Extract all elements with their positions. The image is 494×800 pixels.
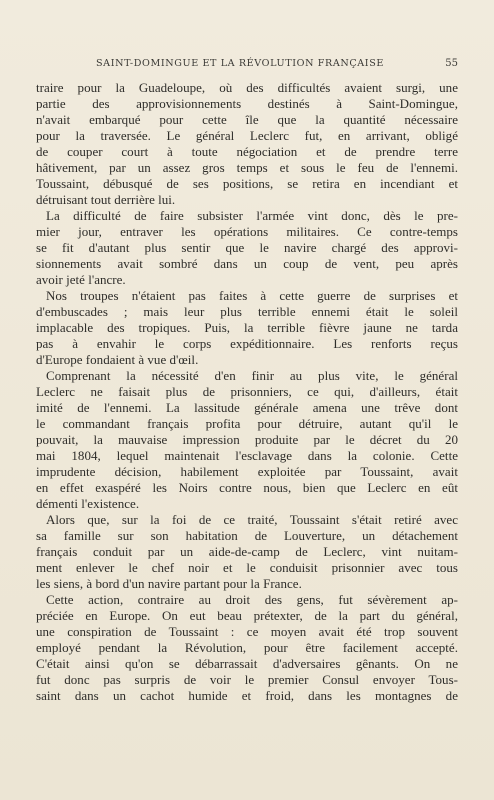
text-line: une conspiration de Toussaint : ce moyen avait été trop souvent (36, 624, 458, 639)
body-text (36, 80, 458, 704)
text-line: d'embuscades ; mais leur plus terrible ennemi était le soleil (36, 304, 458, 319)
page-number: 55 (445, 58, 458, 69)
text-line: se fit d'autant plus sentir que le navire chargé des approvi- (36, 240, 458, 255)
text-line: sa famille sur son habitation de Louverture, un détachement (36, 528, 458, 543)
text-line: français conduit par un aide-de-camp de Leclerc, vint nuitam- (36, 544, 458, 559)
text-line: de couper court à toute négociation et de prendre terre (36, 144, 458, 159)
text-line: les siens, à bord d'un navire partant pour la France. (36, 576, 302, 591)
text-line: implacable des tropiques. Puis, la terrible fièvre jaune ne tarda (36, 320, 458, 335)
text-line: hâtivement, par un assez gros temps et sous le feu de l'ennemi. (36, 160, 458, 175)
text-line: démenti l'existence. (36, 496, 140, 511)
text-line: fut donc pas surpris de voir le premier Consul envoyer Tous- (36, 672, 458, 687)
text-line: saint dans un cachot humide et froid, dans les montagnes de (36, 688, 458, 703)
text-line: n'avait embarqué pour cette île que la quantité nécessaire (36, 112, 458, 127)
text-line: pas à envahir le corps expéditionnaire. Les renforts reçus (36, 336, 458, 351)
text-line: sionnements avait sombré dans un coup de vent, peu après (36, 256, 458, 271)
page-header (36, 58, 458, 74)
text-line: C'était ainsi qu'on se débarrassait d'adversaires gênants. On ne (36, 656, 458, 671)
text-line: en effet exaspéré les Noirs contre nous, bien que Leclerc en eût (36, 480, 458, 495)
text-line: Leclerc ne faisait plus de prisonniers, ce qui, d'ailleurs, était (36, 384, 458, 399)
text-line: le commandant français profita pour détruire, autant qu'il le (36, 416, 458, 431)
text-line: La difficulté de faire subsister l'armée vint donc, dès le pre- (46, 208, 458, 223)
text-line: avoir jeté l'ancre. (36, 272, 126, 287)
text-line: détruisant tout derrière lui. (36, 192, 176, 207)
text-line: employé pendant la Révolution, pour être facilement accepté. (36, 640, 458, 655)
text-line: Comprenant la nécessité d'en finir au plus vite, le général (46, 368, 458, 383)
text-line: d'Europe fondaient à vue d'œil. (36, 352, 199, 367)
text-line: Alors que, sur la foi de ce traité, Toussaint s'était retiré avec (46, 512, 458, 527)
text-line: préciée en Europe. On eut beau prétexter, de la part du général, (36, 608, 458, 623)
text-line: ment enlever le chef noir et le conduisit prisonnier avec tous (36, 560, 458, 575)
text-line: traire pour la Guadeloupe, où des difficultés avaient surgi, une (36, 80, 458, 95)
text-line: Nos troupes n'étaient pas faites à cette guerre de surprises et (46, 288, 458, 303)
text-line: imprudente décision, habilement exploitée par Toussaint, avait (36, 464, 458, 479)
text-line: pouvait, la mauvaise impression produite par le décret du 20 (36, 432, 458, 447)
text-line: mier jour, entraver les opérations militaires. Ce contre-temps (36, 224, 458, 239)
text-line: imité de l'ennemi. La lassitude générale amena une trêve dont (36, 400, 458, 415)
text-line: partie des approvisionnements destinés à Saint-Domingue, (36, 96, 458, 111)
running-title: SAINT-DOMINGUE ET LA RÉVOLUTION FRANÇAISE (96, 58, 384, 69)
text-line: pour la traversée. Le général Leclerc fut, en arrivant, obligé (36, 128, 458, 143)
text-line: Cette action, contraire au droit des gens, fut sévèrement ap- (46, 592, 458, 607)
text-line: mai 1804, lequel maintenait l'esclavage dans la colonie. Cette (36, 448, 458, 463)
text-line: Toussaint, débusqué de ses positions, se retira en incendiant et (36, 176, 458, 191)
